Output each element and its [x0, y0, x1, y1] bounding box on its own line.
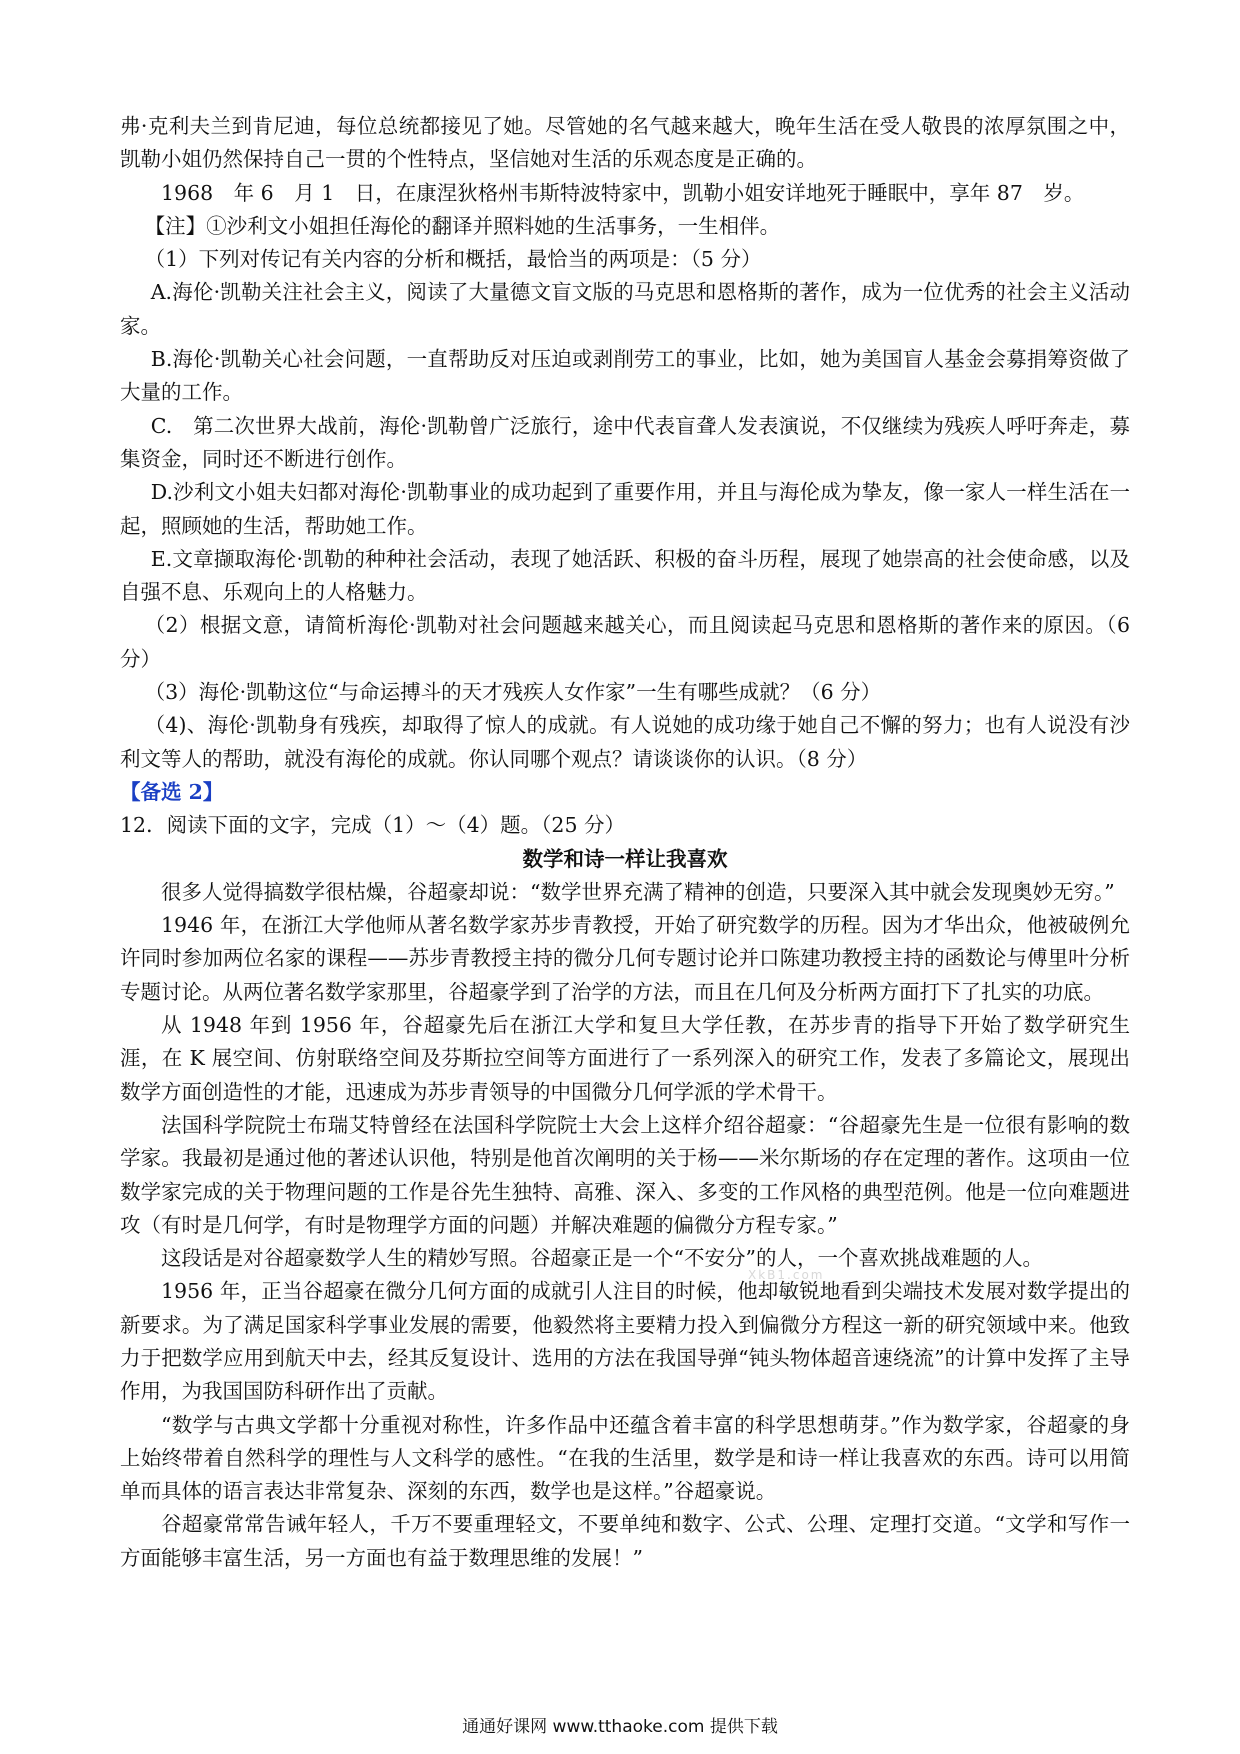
- paragraph: 这段话是对谷超豪数学人生的精妙写照。谷超豪正是一个“不安分”的人，一个喜欢挑战难题的人。: [161, 1246, 1043, 1271]
- question-4: （4)、海伦·凯勒身有残疾，却取得了惊人的成就。有人说她的成功缘于她自己不懈的努力；也有人说没有沙利文等人的帮助，就没有海伦的成就。你认同哪个观点？请谈谈你的认识。（8 分）: [120, 713, 1130, 771]
- document-page: [120, 110, 1130, 1575]
- question-2: （2）根据文意，请简析海伦·凯勒对社会问题越来越关心，而且阅读起马克思和恩格斯的著作来的原因。（6 分）: [120, 613, 1130, 671]
- paragraph: 从 1948 年到 1956 年，谷超豪先后在浙江大学和复旦大学任教，在苏步青的指导下开始了数学研究生涯，在 K 展空间、仿射联络空间及芬斯拉空间等方面进行了一系列深入的研究工作，发表了多篇论文，展现出数学方面创造性的才能，迅速成为苏步青领导的中国微分几何学派的学术骨干。: [120, 1013, 1130, 1104]
- option-d: D.沙利文小姐夫妇都对海伦·凯勒事业的成功起到了重要作用，并且与海伦成为挚友，像一家人一样生活在一起，照顾她的生活，帮助她工作。: [120, 480, 1130, 538]
- section-heading: 【备选 2】: [120, 779, 224, 804]
- paragraph: 1968 年 6 月 1 日，在康涅狄格州韦斯特波特家中，凯勒小姐安详地死于睡眠中，享年 87 岁。: [161, 180, 1085, 205]
- paragraph: 谷超豪常常告诫年轻人，千万不要重理轻文，不要单纯和数字、公式、公理、定理打交道。“文学和写作一方面能够丰富生活，另一方面也有益于数理思维的发展！”: [120, 1512, 1130, 1570]
- question-3: （3）海伦·凯勒这位“与命运搏斗的天才残疾人女作家”一生有哪些成就？（6 分）: [144, 680, 882, 705]
- option-c: C. 第二次世界大战前，海伦·凯勒曾广泛旅行，途中代表盲聋人发表演说，不仅继续为残疾人呼吁奔走，募集资金，同时还不断进行创作。: [120, 413, 1130, 471]
- option-e: E.文章撷取海伦·凯勒的种种社会活动，表现了她活跃、积极的奋斗历程，展现了她崇高的社会使命感，以及自强不息、乐观向上的人格魅力。: [120, 546, 1130, 605]
- watermark: XkB1.com: [748, 1268, 825, 1282]
- question-1: （1）下列对传记有关内容的分析和概括，最恰当的两项是：（5 分）: [144, 247, 762, 272]
- paragraph: 1956 年，正当谷超豪在微分几何方面的成就引人注目的时候，他却敏锐地看到尖端技术发展对数学提出的新要求。为了满足国家科学事业发展的需要，他毅然将主要精力投入到偏微分方程这一新的研究领域中来。他致力于把数学应用到航天中去，经其反复设计、选用的方法在我国导弹“钝头物体超音速绕流”的计算中发挥了主导作用，为我国国防科研作出了贡献。: [120, 1279, 1130, 1404]
- article-title: 数学和诗一样让我喜欢: [522, 846, 728, 871]
- paragraph: 很多人觉得搞数学很枯燥，谷超豪却说：“数学世界充满了精神的创造，只要深入其中就会发现奥妙无穷。”: [161, 879, 1115, 904]
- paragraph: 弗·克利夫兰到肯尼迪，每位总统都接见了她。尽管她的名气越来越大，晚年生活在受人敬畏的浓厚氛围之中，凯勒小姐仍然保持自己一贯的个性特点，坚信她对生活的乐观态度是正确的。: [120, 114, 1130, 172]
- paragraph: “数学与古典文学都十分重视对称性，许多作品中还蕴含着丰富的科学思想萌芽。”作为数学家，谷超豪的身上始终带着自然科学的理性与人文科学的感性。“在我的生活里，数学是和诗一样让我喜欢的东西。诗可以用简单而具体的语言表达非常复杂、深刻的东西，数学也是这样。”谷超豪说。: [120, 1412, 1130, 1504]
- option-a: A.海伦·凯勒关注社会主义，阅读了大量德文盲文版的马克思和恩格斯的著作，成为一位优秀的社会主义活动家。: [120, 280, 1130, 338]
- question-12: 12．阅读下面的文字，完成（1）～（4）题。（25 分）: [120, 813, 626, 838]
- page-footer: 通通好课网 www.tthaoke.com 提供下载: [462, 1717, 778, 1737]
- option-b: B.海伦·凯勒关心社会问题，一直帮助反对压迫或剥削劳工的事业，比如，她为美国盲人基金会募捐筹资做了大量的工作。: [120, 347, 1130, 405]
- paragraph: 1946 年，在浙江大学他师从著名数学家苏步青教授，开始了研究数学的历程。因为才华出众，他被破例允许同时参加两位名家的课程——苏步青教授主持的微分几何专题讨论并口陈建功教授主持的函数论与傅里叶分析专题讨论。从两位著名数学家那里，谷超豪学到了治学的方法，而且在几何及分析两方面打下了扎实的功底。: [120, 913, 1130, 1004]
- paragraph: 法国科学院院士布瑞艾特曾经在法国科学院院士大会上这样介绍谷超豪：“谷超豪先生是一位很有影响的数学家。我最初是通过他的著述认识他，特别是他首次阐明的关于杨——米尔斯场的存在定理的著作。这项由一位数学家完成的关于物理问题的工作是谷先生独特、高雅、深入、多变的工作风格的典型范例。他是一位向难题进攻（有时是几何学，有时是物理学方面的问题）并解决难题的偏微分方程专家。”: [120, 1112, 1130, 1237]
- note: 【注】①沙利文小姐担任海伦的翻译并照料她的生活事务，一生相伴。: [144, 213, 781, 238]
